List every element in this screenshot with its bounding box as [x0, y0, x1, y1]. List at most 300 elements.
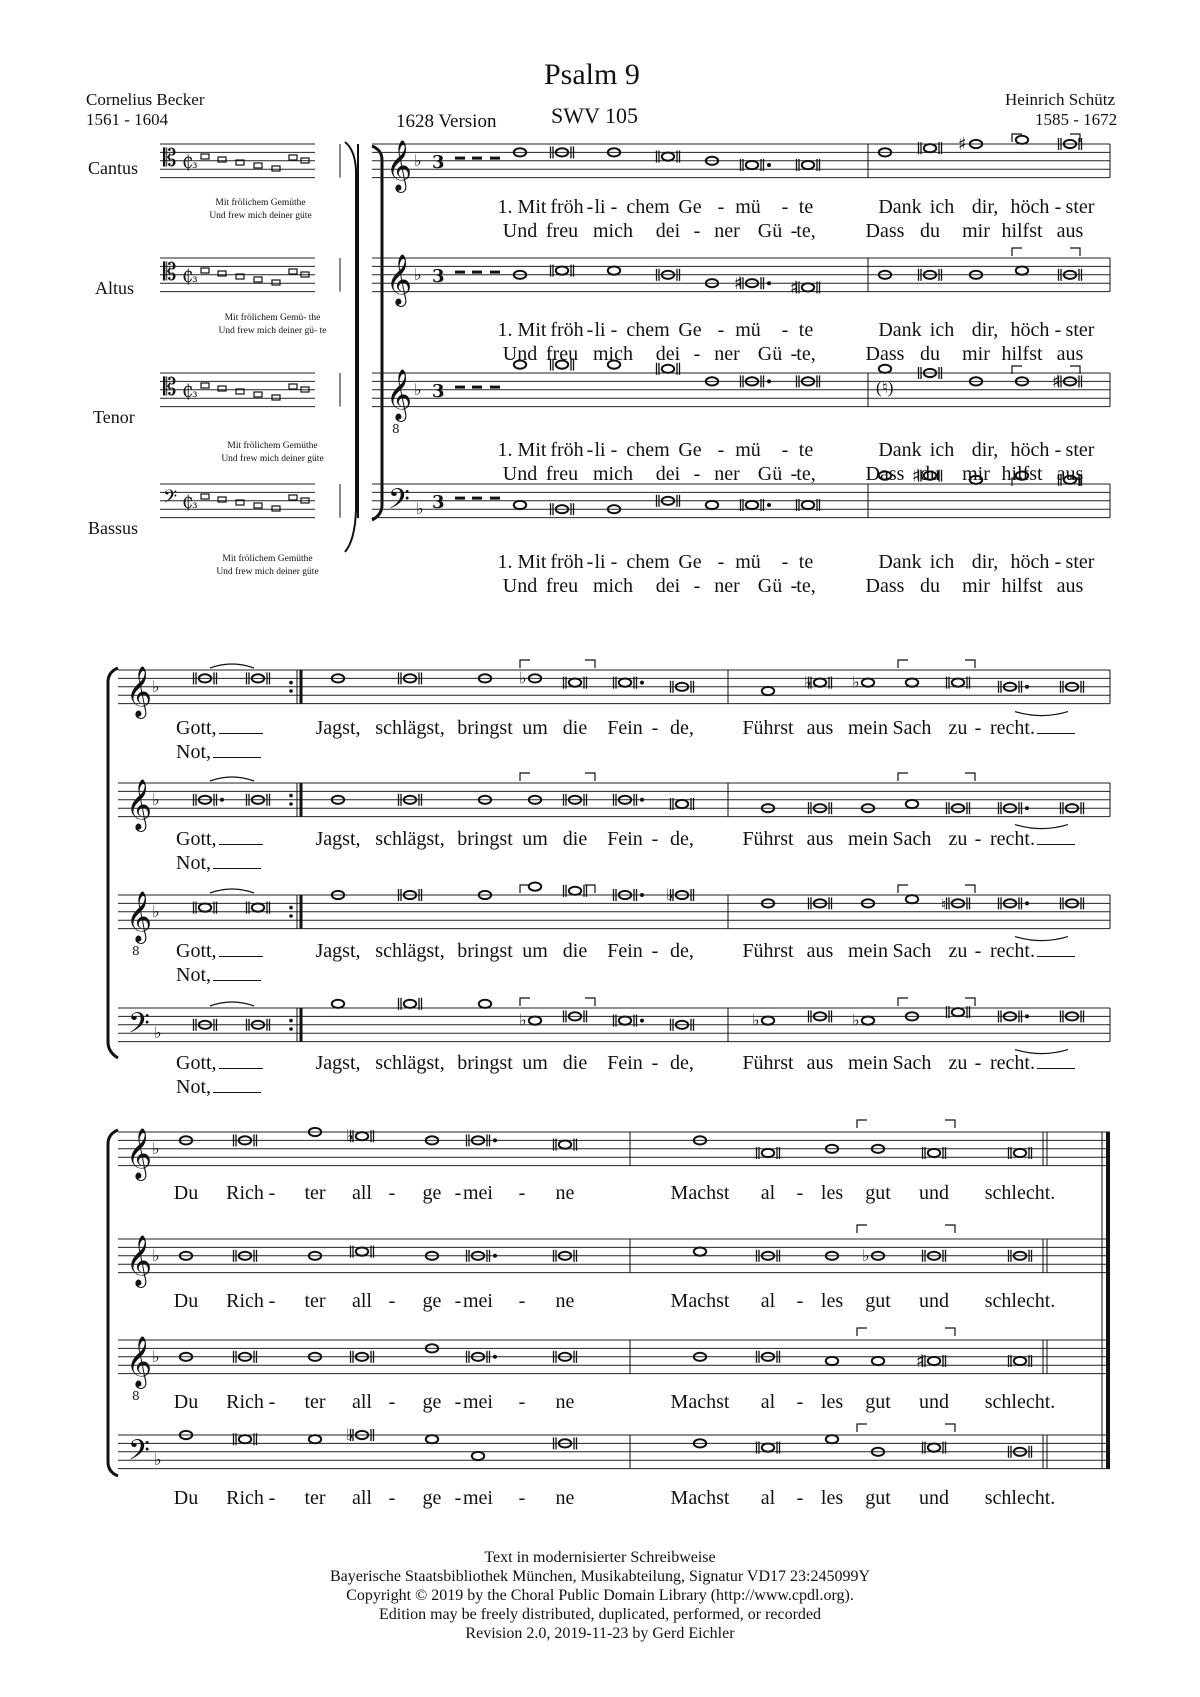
- treble-clef: 𝄞: [386, 254, 413, 305]
- lyric-syllable: te,: [796, 463, 816, 485]
- lyric-syllable: Jagst,: [315, 717, 361, 739]
- lyric-syllable: schlägst,: [375, 828, 445, 850]
- lyric-syllable: zu: [948, 940, 968, 962]
- time-signature-three: 3: [432, 266, 445, 287]
- lyric-syllable: mich: [593, 463, 633, 485]
- dotted-breve-note: [746, 501, 758, 509]
- incipit-text-bassus: Mit frölichem Gemüthe Und frew mich deiner güte: [216, 554, 319, 577]
- lyric-syllable: -: [974, 940, 982, 962]
- lyric-syllable: li: [594, 319, 606, 341]
- whole-note: [332, 1000, 344, 1008]
- lyric-syllable: Gü: [757, 220, 783, 242]
- poet-name: Cornelius Becker: [86, 90, 205, 109]
- ligature-bracket: [585, 773, 595, 781]
- lyric-syllable: -: [790, 575, 798, 597]
- breve-note: [556, 267, 568, 275]
- key-flat: ♭: [416, 499, 424, 519]
- lyric-syllable: Und: [502, 575, 538, 597]
- lyric-syllable: und: [919, 1290, 949, 1312]
- incipit-proportion-sign: ₃: [192, 385, 198, 401]
- lyric-syllable: dir,: [971, 551, 999, 573]
- lyric-syllable: ner: [714, 220, 740, 242]
- repeat-dot: [289, 906, 293, 910]
- whole-note: [514, 501, 526, 509]
- repeat-dot: [289, 1019, 293, 1023]
- lyric-syllable: fröh: [550, 551, 584, 573]
- lyric-syllable: -: [1054, 551, 1062, 573]
- lyric-syllable: schlägst,: [375, 717, 445, 739]
- lyric-syllable: recht.: [990, 828, 1075, 851]
- whole-note: [762, 1017, 774, 1025]
- whole-note: [529, 1017, 541, 1025]
- lyric-syllable: les: [820, 1487, 844, 1509]
- composer-name: Heinrich Schütz: [1005, 90, 1115, 109]
- incipit-c-clef: 𝄡: [163, 373, 177, 401]
- incipit-note: [201, 268, 209, 273]
- lyric-syllable: Not,: [176, 1076, 261, 1099]
- lyric-syllable: te,: [796, 343, 816, 365]
- incipit-note: [289, 384, 297, 389]
- lyric-syllable: ge: [422, 1182, 442, 1204]
- ligature-bracket: [857, 1424, 867, 1432]
- incipit-c-clef: 𝄡: [163, 144, 177, 172]
- lyric-syllable: Sach: [892, 828, 932, 850]
- lyric-syllable: ich: [929, 319, 955, 341]
- lyric-syllable: -: [717, 439, 725, 461]
- lyric-syllable: Dass: [865, 220, 905, 242]
- lyric-extender: [219, 1068, 263, 1069]
- repeat-dot: [289, 802, 293, 806]
- augmentation-dot: [493, 1254, 497, 1258]
- lyric-syllable: mich: [593, 220, 633, 242]
- lyric-syllable: ter: [304, 1487, 326, 1509]
- lyric-syllable: dir,: [971, 319, 999, 341]
- lyric-syllable: zu: [948, 1052, 968, 1074]
- lyric-syllable: Gott,: [176, 828, 263, 851]
- lyric-syllable: fröh: [550, 196, 584, 218]
- editorial-natural-mark: (♮): [876, 378, 894, 397]
- lyric-syllable: Du: [173, 1290, 199, 1312]
- lyric-syllable: -: [693, 343, 701, 365]
- ligature-bracket: [1012, 248, 1022, 256]
- time-signature-three: 3: [432, 152, 445, 173]
- lyric-syllable: Rich: [226, 1290, 264, 1312]
- breve-note: [952, 679, 964, 687]
- lyric-syllable: Du: [173, 1182, 199, 1204]
- treble-clef: 𝄞: [126, 1128, 153, 1179]
- rest: [472, 386, 482, 389]
- lyric-syllable: les: [820, 1290, 844, 1312]
- augmentation-dot: [767, 281, 771, 285]
- incipit-f-clef: 𝄢: [163, 487, 178, 512]
- whole-note: [862, 1017, 874, 1025]
- lyric-syllable: -: [796, 1487, 804, 1509]
- lyric-syllable: -: [518, 1487, 526, 1509]
- whole-note: [872, 1357, 884, 1365]
- footer-line-license: Edition may be freely distributed, duplicated, performed, or recorded: [378, 1606, 822, 1623]
- lyric-syllable: -: [790, 220, 798, 242]
- lyric-syllable: te: [798, 196, 814, 218]
- lyric-syllable: Gott,: [176, 1052, 263, 1075]
- lyric-syllable: Dank: [878, 196, 922, 218]
- lyric-syllable: aus: [806, 1052, 834, 1074]
- lyric-syllable: freu: [545, 220, 579, 242]
- key-flat: ♭: [414, 264, 422, 284]
- lyric-syllable: -: [651, 940, 659, 962]
- breve-note: [1014, 1149, 1026, 1157]
- lyric-syllable: mü: [735, 439, 761, 461]
- lyric-syllable: Sach: [892, 1052, 932, 1074]
- incipit-text-altus: Mit frölichem Gemü- the Und frew mich deiner gü- te: [218, 313, 327, 336]
- lyric-syllable: mir: [962, 220, 990, 242]
- lyric-syllable: hilfst: [1001, 463, 1043, 485]
- lyric-syllable: gut: [865, 1182, 891, 1204]
- augmentation-dot: [640, 893, 644, 897]
- lyric-syllable: höch: [1010, 196, 1050, 218]
- lyric-syllable: Fein: [607, 940, 643, 962]
- flat-sign: ♭: [752, 1010, 760, 1030]
- lyric-syllable: um: [522, 717, 548, 739]
- lyric-syllable: -: [651, 717, 659, 739]
- dotted-breve-note: [746, 161, 758, 169]
- lyric-syllable: aus: [806, 717, 834, 739]
- lyric-syllable: all: [352, 1290, 372, 1312]
- time-signature-three: 3: [432, 492, 445, 513]
- lyric-syllable: -: [651, 1052, 659, 1074]
- lyric-syllable: mein: [848, 828, 888, 850]
- natural-sign: ♮: [941, 895, 947, 914]
- lyric-syllable: ich: [929, 551, 955, 573]
- lyric-syllable: -: [388, 1487, 396, 1509]
- lyric-syllable: ge: [422, 1391, 442, 1413]
- ligature-bracket: [520, 773, 530, 781]
- lyric-syllable: dei: [655, 575, 681, 597]
- lyric-syllable: schlecht.: [984, 1182, 1056, 1204]
- lyric-syllable: schlecht.: [984, 1487, 1056, 1509]
- key-flat: ♭: [154, 1023, 162, 1043]
- lyric-syllable: te: [798, 551, 814, 573]
- lyric-syllable: les: [820, 1182, 844, 1204]
- lyric-syllable: 1. Mit: [497, 319, 547, 341]
- lyric-syllable: Not,: [176, 964, 261, 987]
- flat-sign: ♭: [346, 1126, 354, 1146]
- lyric-syllable: Jagst,: [315, 828, 361, 850]
- augmentation-dot: [767, 503, 771, 507]
- lyric-extender: [213, 757, 261, 758]
- ligature-bracket: [520, 998, 530, 1006]
- voice-name-bassus: Bassus: [88, 518, 139, 538]
- lyric-syllable: um: [522, 940, 548, 962]
- lyric-syllable: -: [796, 1182, 804, 1204]
- lyric-syllable: -: [268, 1487, 276, 1509]
- breve-note: [802, 283, 814, 291]
- lyric-syllable: -: [268, 1391, 276, 1413]
- lyric-syllable: mich: [593, 575, 633, 597]
- lyric-extender: [1037, 1068, 1075, 1069]
- lyric-syllable: und: [919, 1391, 949, 1413]
- incipit-note: [201, 383, 209, 388]
- lyric-syllable: mü: [735, 551, 761, 573]
- lyric-syllable: die: [562, 828, 588, 850]
- lyric-syllable: ne: [555, 1487, 575, 1509]
- lyric-syllable: dir,: [971, 439, 999, 461]
- ligature-bracket: [857, 1328, 867, 1336]
- lyric-extender: [213, 1092, 261, 1093]
- incipit-note: [272, 166, 280, 171]
- lyric-syllable: hilfst: [1001, 575, 1043, 597]
- augmentation-dot: [1025, 901, 1029, 905]
- lyric-syllable: die: [562, 1052, 588, 1074]
- lyric-syllable: gut: [865, 1391, 891, 1413]
- whole-note: [1016, 136, 1028, 144]
- lyric-syllable: schlägst,: [375, 1052, 445, 1074]
- lyric-syllable: de,: [670, 940, 694, 962]
- augmentation-dot: [640, 681, 644, 685]
- lyric-syllable: freu: [545, 343, 579, 365]
- whole-note: [472, 1452, 484, 1460]
- rest: [490, 271, 500, 274]
- lyric-syllable: -: [781, 551, 789, 573]
- lyric-syllable: ter: [304, 1182, 326, 1204]
- lyric-syllable: zu: [948, 828, 968, 850]
- lyric-syllable: fröh: [550, 319, 584, 341]
- lyric-syllable: schlecht.: [984, 1391, 1056, 1413]
- augmentation-dot: [493, 1138, 497, 1142]
- incipit-note: [254, 277, 262, 282]
- breve-note: [676, 800, 688, 808]
- ligature-bracket: [945, 1225, 955, 1233]
- sharp-sign: ♯: [734, 273, 743, 295]
- lyric-syllable: Gott,: [176, 940, 263, 963]
- ligature-bracket: [585, 660, 595, 668]
- lyric-syllable: -: [454, 1290, 462, 1312]
- ligature-bracket: [965, 885, 975, 893]
- lyric-syllable: -: [388, 1182, 396, 1204]
- poet-dates: 1561 - 1604: [86, 110, 169, 129]
- lyric-syllable: li: [594, 196, 606, 218]
- whole-note: [706, 501, 718, 509]
- augmentation-dot: [767, 163, 771, 167]
- lyric-syllable: li: [594, 439, 606, 461]
- lyric-syllable: -: [693, 463, 701, 485]
- lyric-syllable: gut: [865, 1290, 891, 1312]
- breve-note: [952, 1008, 964, 1016]
- lyric-syllable: mei: [463, 1182, 493, 1204]
- breve-note: [928, 1444, 940, 1452]
- key-flat: ♭: [154, 1450, 162, 1470]
- treble-clef: 𝄞: [126, 1336, 153, 1387]
- incipit-text-tenor: Mit frölichem Gemüthe Und frew mich deiner güte: [221, 441, 324, 464]
- whole-note: [906, 800, 918, 808]
- lyric-syllable: bringst: [457, 717, 513, 739]
- lyric-syllable: du: [920, 463, 940, 485]
- lyric-syllable: Fein: [607, 717, 643, 739]
- system3-bracket: [108, 1130, 118, 1476]
- lyric-syllable: dei: [655, 343, 681, 365]
- footer-line-revision: Revision 2.0, 2019-11-23 by Gerd Eichler: [465, 1625, 735, 1642]
- lyric-extender: [1037, 733, 1075, 734]
- lyric-syllable: all: [352, 1487, 372, 1509]
- key-flat: ♭: [414, 379, 422, 399]
- incipit-proportion-sign: ₃: [192, 270, 198, 286]
- breve-note: [356, 1248, 368, 1256]
- lyric-syllable: -: [717, 196, 725, 218]
- incipit-mensuration-sign: ₵: [182, 152, 194, 173]
- tie: [210, 664, 254, 668]
- lyric-syllable: -: [518, 1182, 526, 1204]
- lyric-syllable: li: [594, 551, 606, 573]
- lyric-syllable: Gü: [757, 343, 783, 365]
- sharp-sign: ♯: [912, 465, 921, 487]
- augmentation-dot: [640, 798, 644, 802]
- version-label: 1628 Version: [396, 111, 497, 132]
- lyric-syllable: Jagst,: [315, 940, 361, 962]
- lyric-syllable: -: [974, 828, 982, 850]
- incipit-note: [254, 392, 262, 397]
- incipit-brace: [345, 142, 356, 552]
- lyric-syllable: Sach: [892, 940, 932, 962]
- lyric-syllable: ner: [714, 575, 740, 597]
- lyric-syllable: -: [781, 319, 789, 341]
- breve-note: [559, 1141, 571, 1149]
- breve-note: [569, 679, 581, 687]
- lyric-syllable: mir: [962, 343, 990, 365]
- voice-name-altus: Altus: [95, 278, 135, 298]
- lyric-syllable: aus: [1056, 575, 1084, 597]
- breve-note: [199, 904, 211, 912]
- repeat-dot: [289, 914, 293, 918]
- ligature-bracket: [965, 773, 975, 781]
- lyric-syllable: mei: [463, 1290, 493, 1312]
- lyric-syllable: 1. Mit: [497, 439, 547, 461]
- tie: [1015, 712, 1068, 716]
- lyric-syllable: -: [610, 439, 618, 461]
- treble-clef: 𝄞: [126, 1235, 153, 1286]
- tie: [210, 889, 254, 893]
- lyric-syllable: al: [760, 1290, 776, 1312]
- incipit-note: [254, 163, 262, 168]
- breve-note: [252, 904, 264, 912]
- lyric-syllable: -: [610, 551, 618, 573]
- lyric-syllable: 1. Mit: [497, 196, 547, 218]
- lyric-syllable: aus: [806, 940, 834, 962]
- whole-note: [826, 1435, 838, 1443]
- lyric-syllable: -: [454, 1182, 462, 1204]
- lyric-syllable: hilfst: [1001, 343, 1043, 365]
- key-flat: ♭: [152, 901, 160, 921]
- lyric-syllable: chem: [626, 319, 670, 341]
- lyric-syllable: mei: [463, 1391, 493, 1413]
- lyric-syllable: te,: [796, 575, 816, 597]
- lyric-extender: [213, 868, 261, 869]
- lyric-syllable: ner: [714, 463, 740, 485]
- lyric-syllable: aus: [1056, 463, 1084, 485]
- lyric-syllable: -: [518, 1391, 526, 1413]
- lyric-syllable: -: [790, 463, 798, 485]
- lyric-syllable: -: [388, 1290, 396, 1312]
- system2-bracket: [108, 668, 118, 1058]
- repeat-dot: [289, 794, 293, 798]
- lyric-syllable: -: [268, 1182, 276, 1204]
- augmentation-dot: [1025, 685, 1029, 689]
- lyric-syllable: die: [562, 717, 588, 739]
- whole-note: [762, 687, 774, 695]
- lyric-syllable: gut: [865, 1487, 891, 1509]
- lyric-syllable: de,: [670, 1052, 694, 1074]
- lyric-syllable: Und: [502, 343, 538, 365]
- ligature-bracket: [898, 660, 908, 668]
- lyric-syllable: ich: [929, 439, 955, 461]
- lyric-syllable: Sach: [892, 717, 932, 739]
- lyric-syllable: dir,: [971, 196, 999, 218]
- lyric-syllable: ster: [1065, 551, 1095, 573]
- lyric-syllable: und: [919, 1182, 949, 1204]
- ligature-bracket: [898, 773, 908, 781]
- whole-note: [608, 267, 620, 275]
- lyric-syllable: Rich: [226, 1487, 264, 1509]
- lyric-syllable: -: [586, 439, 594, 461]
- lyric-syllable: al: [760, 1182, 776, 1204]
- lyric-syllable: um: [522, 828, 548, 850]
- lyric-syllable: recht.: [990, 1052, 1075, 1075]
- lyric-extender: [1037, 844, 1075, 845]
- lyric-syllable: Not,: [176, 852, 261, 875]
- catalog-number: SWV 105: [551, 103, 638, 128]
- incipit-note: [289, 155, 297, 160]
- lyric-syllable: -: [781, 196, 789, 218]
- flat-sign: ♭: [519, 1010, 527, 1030]
- lyric-syllable: -: [790, 343, 798, 365]
- augmentation-dot: [220, 798, 224, 802]
- rest: [472, 157, 482, 160]
- lyric-syllable: chem: [626, 196, 670, 218]
- treble-clef: 𝄞: [386, 369, 413, 420]
- bass-clef: 𝄢: [388, 483, 410, 523]
- whole-note: [1016, 267, 1028, 275]
- lyric-syllable: Und: [502, 220, 538, 242]
- lyric-syllable: Gü: [757, 463, 783, 485]
- lyric-syllable: Führst: [742, 717, 794, 739]
- lyric-syllable: -: [974, 1052, 982, 1074]
- breve-note: [928, 1149, 940, 1157]
- lyric-syllable: höch: [1010, 439, 1050, 461]
- flat-sign: ♭: [862, 1245, 870, 1265]
- incipit-note: [289, 269, 297, 274]
- key-flat: ♭: [152, 1245, 160, 1265]
- lyric-syllable: te: [798, 439, 814, 461]
- treble-clef: 𝄞: [126, 779, 153, 830]
- lyric-syllable: Führst: [742, 828, 794, 850]
- lyric-syllable: ne: [555, 1182, 575, 1204]
- lyric-syllable: aus: [1056, 343, 1084, 365]
- lyric-syllable: chem: [626, 551, 670, 573]
- key-flat: ♭: [152, 1346, 160, 1366]
- breve-note: [569, 887, 581, 895]
- lyric-syllable: ter: [304, 1290, 326, 1312]
- lyric-syllable: und: [919, 1487, 949, 1509]
- lyric-syllable: Führst: [742, 940, 794, 962]
- whole-note: [826, 1357, 838, 1365]
- incipit-note: [272, 280, 280, 285]
- key-flat: ♭: [414, 150, 422, 170]
- rest: [455, 271, 465, 274]
- lyric-syllable: all: [352, 1391, 372, 1413]
- lyric-syllable: recht.: [990, 940, 1075, 963]
- lyric-extender: [219, 956, 263, 957]
- lyric-extender: [219, 733, 263, 734]
- bass-clef: 𝄢: [128, 1007, 150, 1047]
- time-signature-three: 3: [432, 381, 445, 402]
